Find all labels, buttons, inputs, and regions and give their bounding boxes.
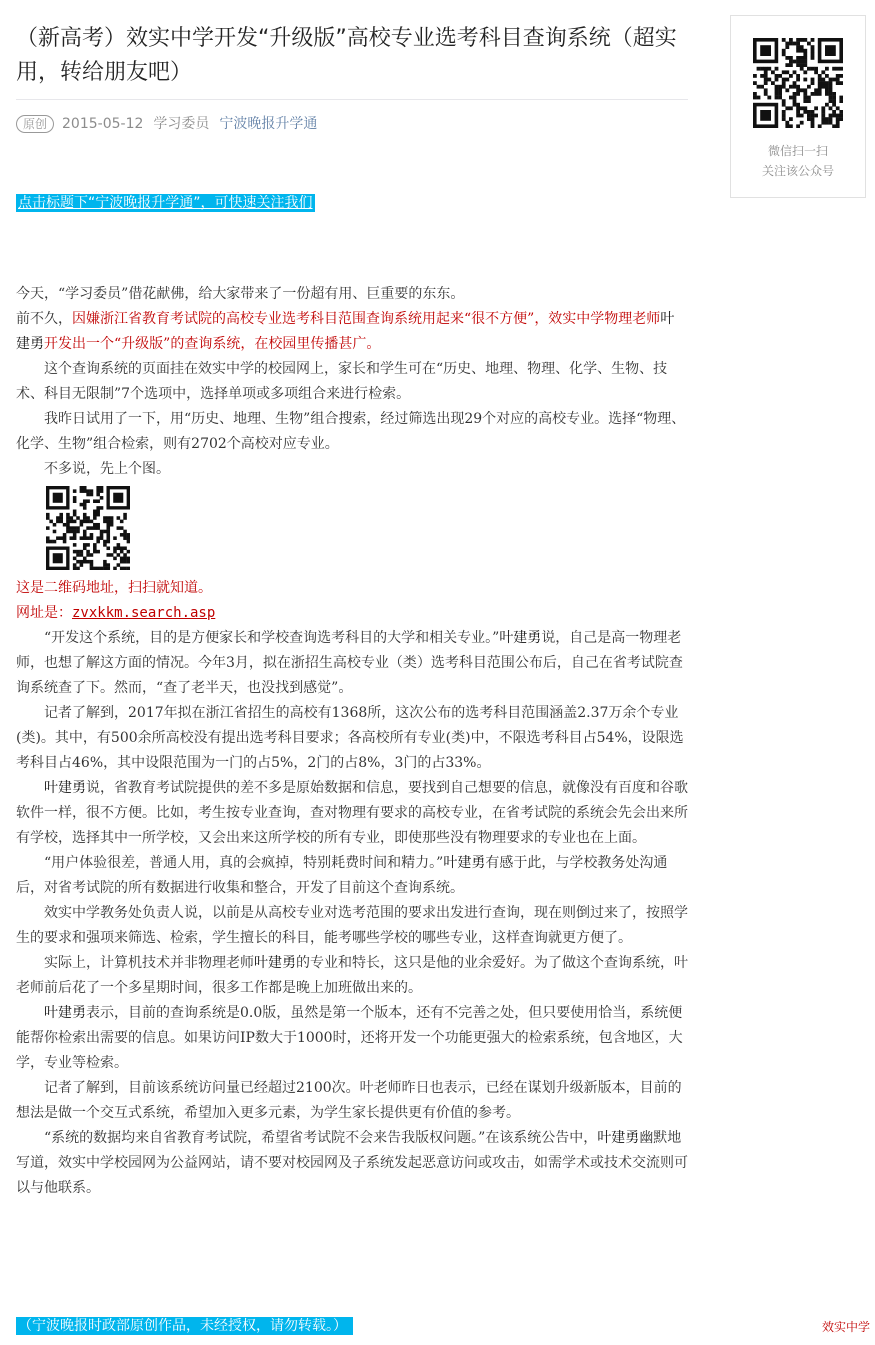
paragraph: 不多说，先上个图。 [44, 461, 170, 477]
article-title: （新高考）效实中学开发“升级版”高校专业选考科目查询系统（超实用，转给朋友吧） [16, 26, 677, 85]
follow-label: 关注该公众号 [761, 164, 834, 178]
footer-brand: 效实中学 [822, 1320, 871, 1334]
qr-url-line [16, 601, 688, 626]
paragraph: “系统的数据均来自省教育考试院，希望省考试院不会来告我版权问题。”在该系统公告中，叶建勇幽默地写道，效实中学校园网为公益网站，请不要对校园网及子系统发起恶意访问或攻击，如需学术或技术交流则可以与他联系。 [16, 1130, 688, 1196]
paragraph: 叶建勇说，省教育考试院提供的差不多是原始数据和信息，要找到自己想要的信息，就像没有百度和谷歌软件一样，很不方便。比如，考生按专业查询，查对物理有要求的高校专业，在省考试院的系统会先会出来所有学校，选择其中一所学校，又会出来这所学校的所有专业，即使那些没有物理要求的专业也在上面。 [16, 780, 688, 846]
copyright-note: （宁波晚报时政部原创作品，未经授权，请勿转载。） [16, 1317, 353, 1335]
title-divider [16, 99, 688, 100]
author-name: 学习委员 [153, 116, 210, 132]
qr-code-icon [731, 38, 865, 128]
paragraph: 记者了解到，目前该系统访问量已经超过2100次。叶老师昨日也表示，已经在谋划升级新版本，目前的想法是做一个交互式系统，希望加入更多元素，为学生家长提供更有价值的参考。 [16, 1080, 682, 1121]
article-header [16, 22, 688, 134]
article-meta [16, 114, 688, 134]
paragraph: 叶建勇表示，目前的查询系统是0.0版，虽然是第一个版本，还有不完善之处，但只要使用恰当，系统便能帮你检索出需要的信息。如果访问IP数大于1000时，还将开发一个功能更强大的检索系统，包含地区，大学，专业等检索。 [16, 1005, 683, 1071]
url-link[interactable]: zvxkkm.search.asp [72, 605, 216, 621]
paragraph: 我昨日试用了一下，用“历史、地理、生物”组合搜索，经过筛选出现29个对应的高校专业。选择“物理、化学、生物”组合检索，则有2702个高校对应专业。 [16, 411, 686, 452]
article-body [16, 282, 688, 1201]
account-link[interactable]: 宁波晚报升学通 [219, 116, 318, 132]
paragraph: “用户体验很差，普通人用，真的会疯掉，特别耗费时间和精力。”叶建勇有感于此，与学校教务处沟通后，对省考试院的所有数据进行收集和整合，开发了目前这个查询系统。 [16, 855, 668, 896]
qr-card-text [731, 141, 865, 181]
scan-label: 微信扫一扫 [767, 144, 828, 158]
original-badge: 原创 [16, 115, 54, 133]
paragraph: 记者了解到，2017年拟在浙江省招生的高校有1368所，这次公布的选考科目范围涵盖2.37万余个专业(类)。其中，有500余所高校没有提出选考科目要求；各高校所有专业(类)中，不限选考科目占54%，设限选考科目占46%，其中设限范围为一门的占5%，2门的占8%，3门的占33%。 [16, 705, 684, 771]
url-label: 网址是： [16, 605, 72, 621]
publish-date: 2015-05-12 [62, 116, 144, 132]
paragraph: 前不久，因嫌浙江省教育考试院的高校专业选考科目范围查询系统用起来“很不方便”，效实中学物理老师叶建勇开发出一个“升级版”的查询系统，在校园里传播甚广。 [16, 311, 675, 352]
paragraph: “开发这个系统，目的是方便家长和学校查询选考科目的大学和相关专业。”叶建勇说，自己是高一物理老师，也想了解这方面的情况。今年3月，拟在浙招生高校专业（类）选考科目范围公布后，自己在省考试院查询系统查了下。然而，“查了老半天，也没找到感觉”。 [16, 630, 683, 696]
paragraph: 实际上，计算机技术并非物理老师叶建勇的专业和特长，这只是他的业余爱好。为了做这个查询系统，叶老师前后花了一个多星期时间，很多工作都是晚上加班做出来的。 [16, 955, 688, 996]
follow-tip-link[interactable]: 点击标题下“宁波晚报升学通”，可快速关注我们 [18, 195, 313, 211]
follow-qr-card [730, 15, 866, 198]
paragraph: 这个查询系统的页面挂在效实中学的校园网上，家长和学生可在“历史、地理、物理、化学、生物、技术、科目无限制”7个选项中，选择单项或多项组合来进行检索。 [16, 361, 668, 402]
paragraph: 效实中学教务处负责人说，以前是从高校专业对选考范围的要求出发进行查询，现在则倒过来了，按照学生的要求和强项来筛选、检索，学生擅长的科目，能考哪些学校的哪些专业，这样查询就更方便了。 [16, 905, 688, 946]
qr-caption: 这是二维码地址，扫扫就知道。 [16, 580, 212, 596]
qr-code-image [46, 486, 130, 570]
paragraph: 今天，“学习委员”借花献佛，给大家带来了一份超有用、巨重要的东东。 [16, 286, 465, 302]
